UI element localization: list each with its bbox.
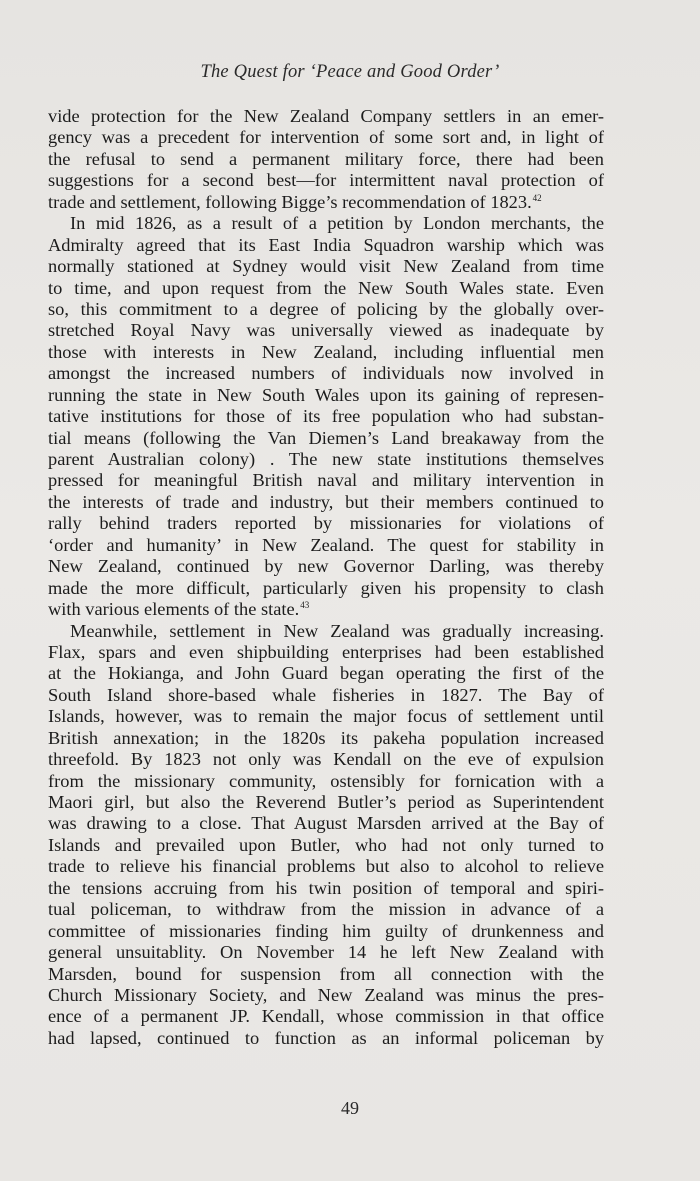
text-line: general unsuitablity. On November 14 he left New Zealand with <box>48 942 604 963</box>
body-text <box>48 106 604 1049</box>
text-line-first: In mid 1826, as a result of a petition by London merchants, the <box>70 213 604 234</box>
text-line: tative institutions for those of its free population who had substan- <box>48 406 604 427</box>
text-line: tual policeman, to withdraw from the mission in advance of a <box>48 899 604 920</box>
text-line: at the Hokianga, and John Guard began operating the first of the <box>48 663 604 684</box>
text-line: to time, and upon request from the New South Wales state. Even <box>48 277 604 298</box>
text-line: from the missionary community, ostensibly for fornication with a <box>48 770 604 791</box>
text-line: South Island shore-based whale fisheries in 1827. The Bay of <box>48 684 604 705</box>
text-line: normally stationed at Sydney would visit New Zealand from time <box>48 256 604 277</box>
text-line: Islands, however, was to remain the major focus of settlement until <box>48 706 604 727</box>
text-line: parent Australian colony) . The new state institutions themselves <box>48 449 604 469</box>
text-line: Maori girl, but also the Reverend Butler’s period as Superintendent <box>48 792 604 812</box>
footnote-marker: 43 <box>300 600 310 611</box>
text-line: committee of missionaries finding him guilty of drunkenness and <box>48 920 604 941</box>
text-line: so, this commitment to a degree of policing by the globally over- <box>48 298 604 319</box>
text-line-content: with various elements of the state. <box>48 599 300 620</box>
text-line-last <box>48 599 604 620</box>
text-line: amongst the increased numbers of individuals now involved in <box>48 363 604 384</box>
text-line: made the more difficult, particularly given his propensity to clash <box>48 577 604 598</box>
page-number: 49 <box>341 1098 359 1118</box>
text-line: running the state in New South Wales upon its gaining of represen- <box>48 384 604 405</box>
text-line: the interests of trade and industry, but their members continued to <box>48 491 604 512</box>
text-line: rally behind traders reported by missionaries for violations of <box>48 513 604 534</box>
text-line-first: Meanwhile, settlement in New Zealand was gradually increasing. <box>70 620 604 641</box>
text-line: trade to relieve his financial problems but also to alcohol to relieve <box>48 856 604 877</box>
text-line: stretched Royal Navy was universally viewed as inadequate by <box>48 320 604 341</box>
text-line: tial means (following the Van Diemen’s Land breakaway from the <box>48 427 604 448</box>
paragraph-1 <box>48 106 604 213</box>
text-line: Church Missionary Society, and New Zealand was minus the pres- <box>48 984 604 1005</box>
text-line-last <box>48 192 604 213</box>
text-line-content: trade and settlement, following Bigge’s recommendation of 1823. <box>48 191 532 212</box>
text-line: the refusal to send a permanent military force, there had been <box>48 148 604 169</box>
text-line: gency was a precedent for intervention of some sort and, in light of <box>48 127 604 148</box>
text-line: was drawing to a close. That August Marsden arrived at the Bay of <box>48 813 604 834</box>
text-line: Admiralty agreed that its East India Squadron warship which was <box>48 234 604 255</box>
text-line: vide protection for the New Zealand Company settlers in an emer- <box>48 106 604 126</box>
text-line: had lapsed, continued to function as an informal policeman by <box>48 1027 604 1048</box>
paragraph-3 <box>48 621 604 1050</box>
text-line: ‘order and humanity’ in New Zealand. The quest for stability in <box>48 534 604 555</box>
text-line: pressed for meaningful British naval and military intervention in <box>48 470 604 491</box>
text-line: threefold. By 1823 not only was Kendall on the eve of expulsion <box>48 749 604 770</box>
text-line: ence of a permanent JP. Kendall, whose commission in that office <box>48 1006 604 1027</box>
text-line: Marsden, bound for suspension from all connection with the <box>48 963 604 984</box>
text-line: Islands and prevailed upon Butler, who had not only turned to <box>48 834 604 855</box>
running-head: The Quest for ‘Peace and Good Order’ <box>200 62 500 82</box>
text-line: New Zealand, continued by new Governor Darling, was thereby <box>48 556 604 577</box>
text-line: those with interests in New Zealand, including influential men <box>48 341 604 362</box>
footnote-marker: 42 <box>532 193 542 203</box>
text-line: the tensions accruing from his twin position of temporal and spiri- <box>48 877 604 898</box>
text-line: suggestions for a second best—for intermittent naval protection of <box>48 170 604 191</box>
text-line: British annexation; in the 1820s its pakeha population increased <box>48 727 604 748</box>
text-line: Flax, spars and even shipbuilding enterprises had been established <box>48 641 604 662</box>
paragraph-2 <box>48 213 604 620</box>
